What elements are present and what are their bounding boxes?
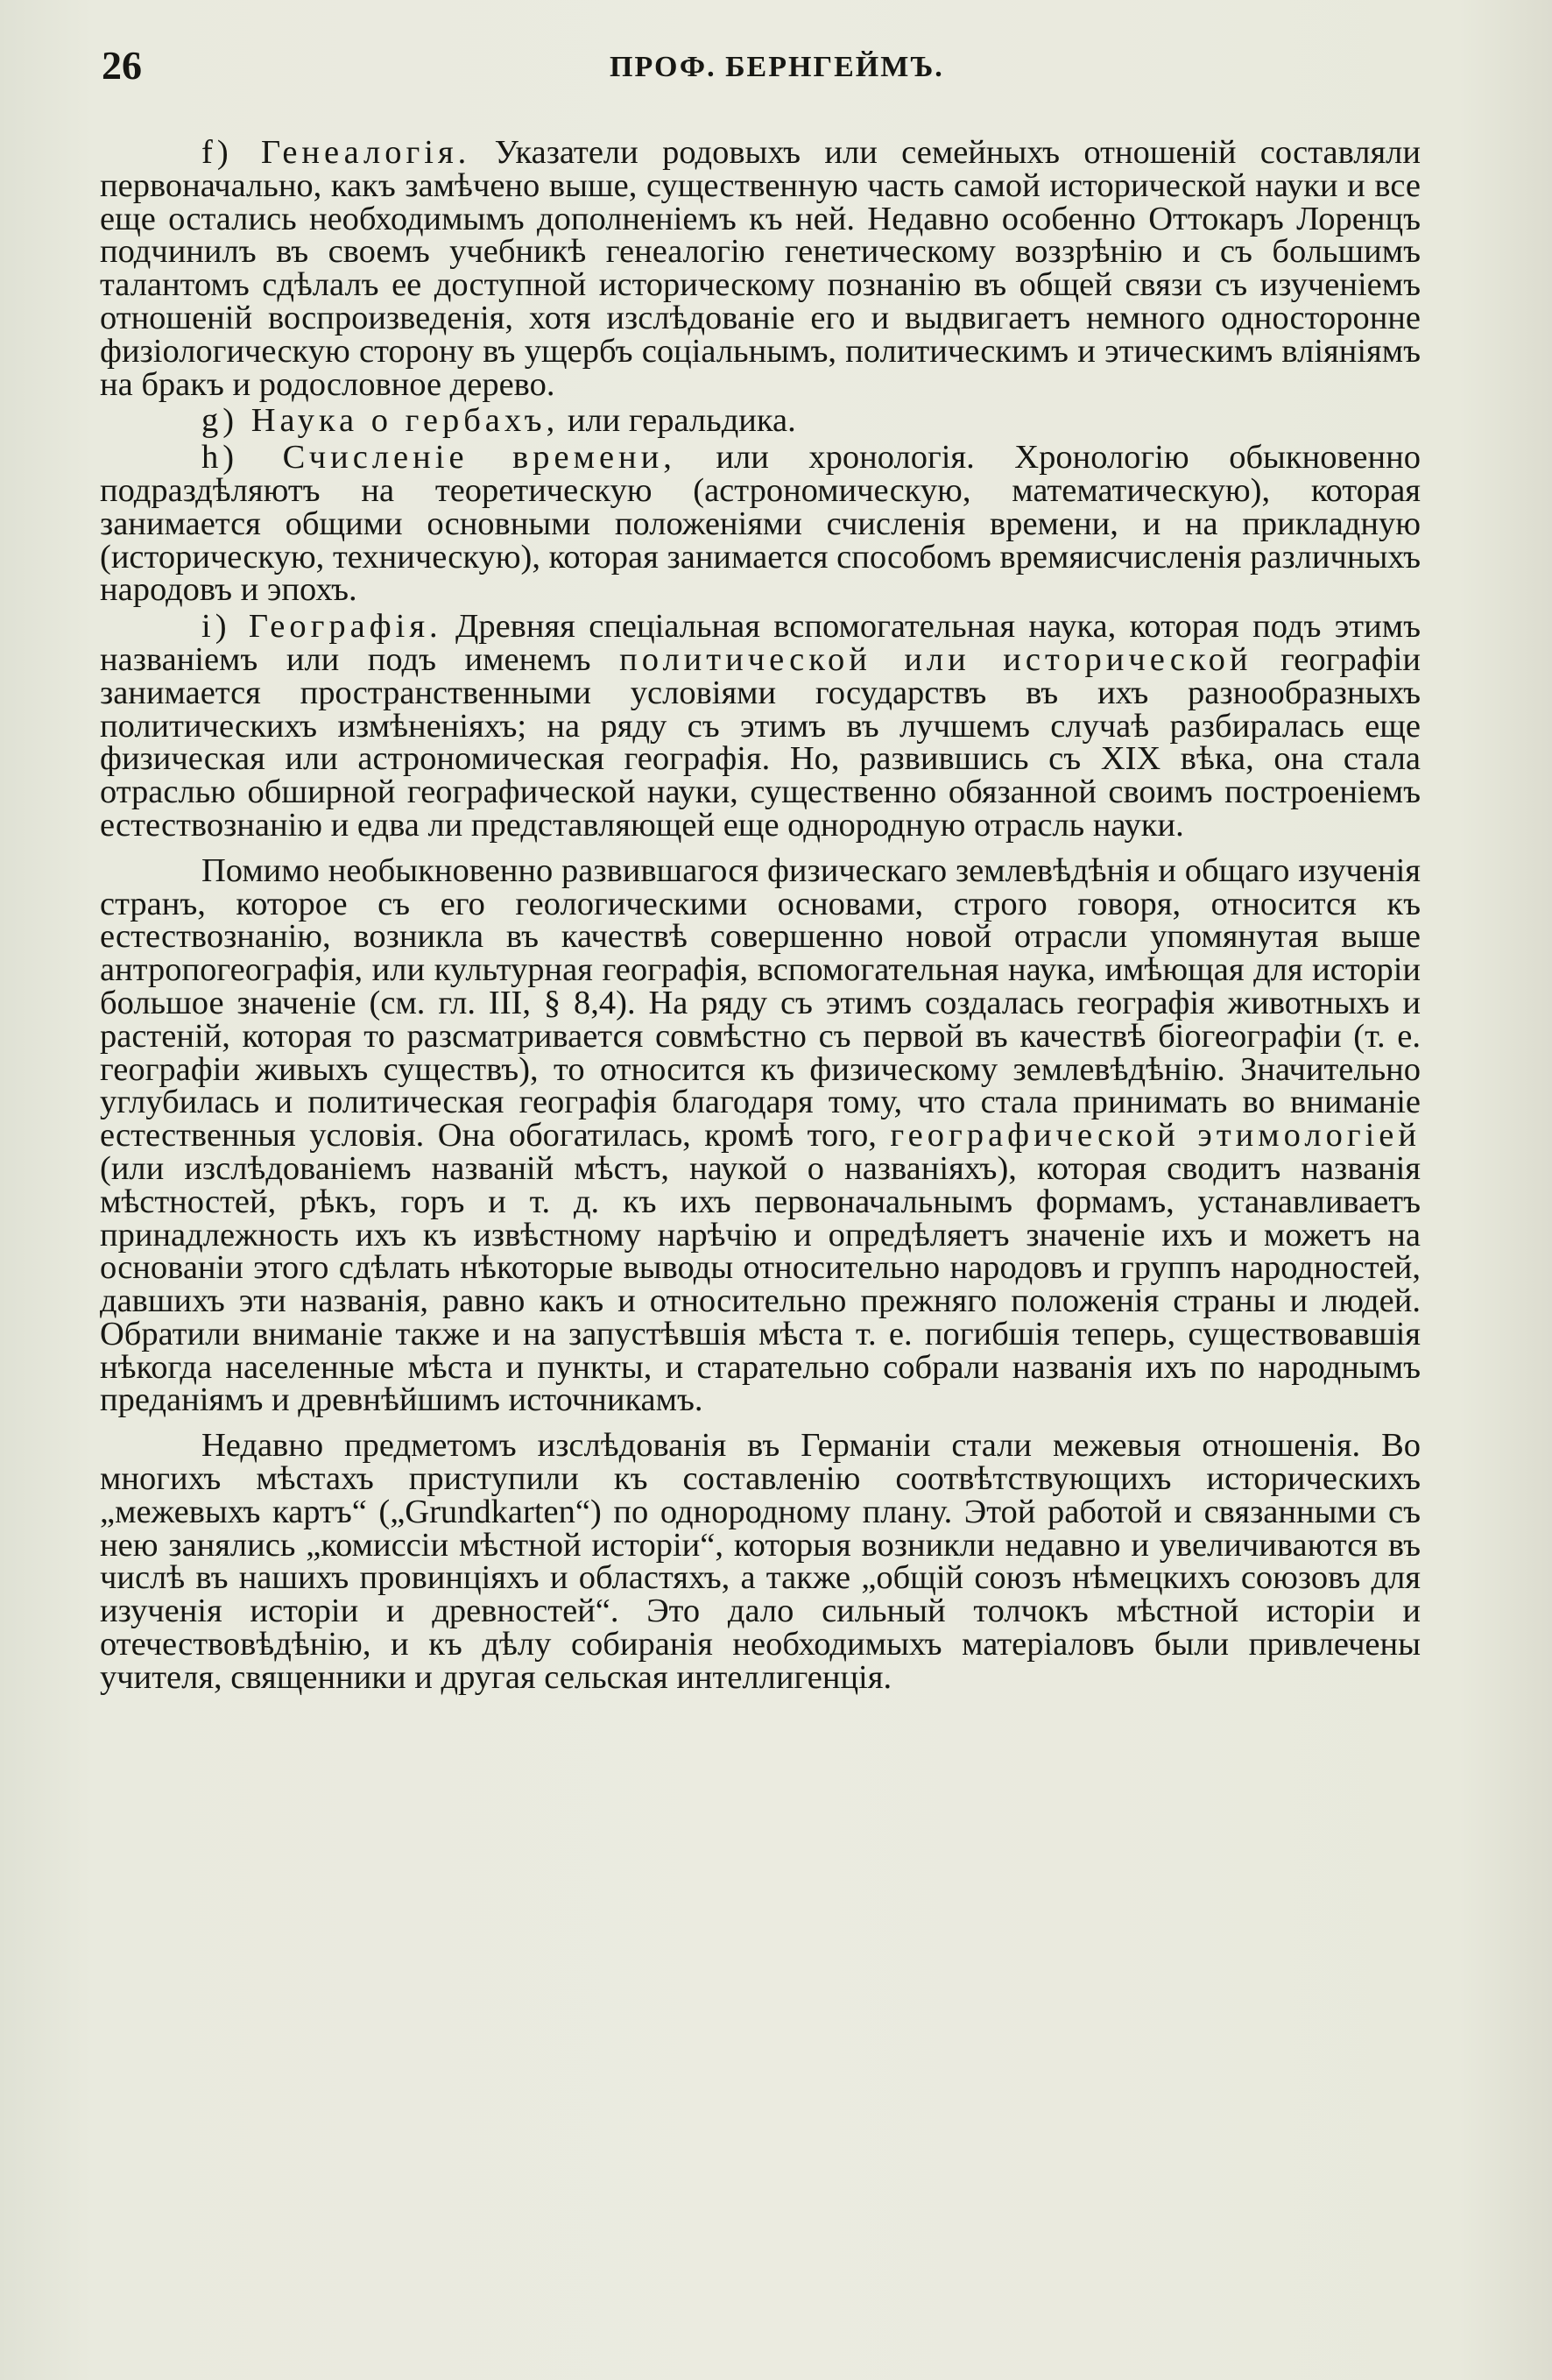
section-heading-heraldry: g) Наука о гербахъ, <box>201 402 560 440</box>
section-heading-genealogy: f) Генеалогія. <box>201 134 471 171</box>
paragraph-text: Древняя спеціальная вспомогательная наука, которая подъ этимъ названіемъ или подъ именемъ <box>100 608 1421 678</box>
emphasized-term: географической этимологіей <box>890 1117 1421 1155</box>
section-heading-geography: i) Географія. <box>201 608 442 646</box>
paragraph-geography <box>100 608 1421 844</box>
paragraph-chronology <box>100 441 1421 607</box>
emphasized-term: политической или исторической <box>619 640 1252 678</box>
paragraph-boundary-relations <box>100 1427 1421 1696</box>
page-number: 26 <box>102 43 142 88</box>
running-head: ПРОФ. БЕРНГЕЙМЪ. <box>610 51 944 83</box>
paragraph-text: или хронологія. Хронологію обыкновенно подраздѣляютъ на теоретическую (астрономическую, математическую), которая занимается общими основными положеніями счисленія времени, и на прикладную (историческую, техническую), которая занимается способомъ времяисчисленія различныхъ народовъ и эпохъ. <box>100 439 1421 609</box>
paragraph-heraldry <box>100 402 1421 440</box>
paragraph-text: (или изслѣдованіемъ названій мѣстъ, наукой о названіяхъ), которая сводитъ названія мѣстностей, рѣкъ, горъ и т. д. къ ихъ первоначальнымъ формамъ, устанавливаетъ принадлежность ихъ къ извѣстному нарѣчію и опредѣляетъ значеніе ихъ и можетъ на основаніи этого сдѣлать нѣкоторые выводы относительно народовъ и группъ народностей, давшихъ эти названія, равно какъ и относительно прежняго положенія страны и людей. Обратили вниманіе также и на запустѣвшія мѣста т. е. погибшія теперь, существовавшія нѣкогда населенные мѣста и пункты, и старательно собрали названія ихъ по народнымъ преданіямъ и древнѣйшимъ источникамъ. <box>100 1149 1421 1419</box>
paragraph-genealogy <box>100 134 1421 403</box>
paragraph-text: Указатели родовыхъ или семейныхъ отношеній составляли первоначально, какъ замѣчено выше, существенную часть самой исторической науки и все еще остались необходимымъ дополненіемъ къ ней. Недавно особенно Оттокаръ Лоренцъ подчинилъ въ своемъ учебникѣ генеалогію генетическому воззрѣнію и съ большимъ талантомъ сдѣлалъ ее доступной историческому познанію въ общей связи съ изученіемъ отношеній воспроизведенія, хотя изслѣдованіе его и выдвигаетъ немного односторонне физіологическую сторону въ ущербъ соціальнымъ, политическимъ и этическимъ вліяніямъ на бракъ и родословное дерево. <box>100 134 1421 403</box>
paragraph-text: или геральдика. <box>559 402 796 440</box>
body-text <box>100 134 1421 1707</box>
paragraph-anthropogeography <box>100 851 1421 1419</box>
paragraph-text: Помимо необыкновенно развившагося физическаго землевѣдѣнія и общаго изученія странъ, которое съ его геологическими основами, строго говоря, относится къ естествознанію, возникла въ качествѣ совершенно новой отрасли упомянутая выше антропогеографія, или культурная географія, вспомогательная наука, имѣющая для исторіи большое значеніе (см. гл. III, § 8,4). На ряду съ этимъ создалась географія животныхъ и растеній, которая то разсматривается совмѣстно съ первой въ качествѣ біогеографіи (т. е. географіи живыхъ существъ), то относится къ физическому землевѣдѣнію. Значительно углубилась и политическая географія благодаря тому, что стала принимать во вниманіе естественныя условія. Она обогатилась, кромѣ того, <box>100 851 1421 1155</box>
paragraph-text: Недавно предметомъ изслѣдованія въ Германіи стали межевыя отношенія. Во многихъ мѣстахъ приступили къ составленію соотвѣтствующихъ историческихъ „межевыхъ картъ“ („Grundkarten“) по однородному плану. Этой работой и связанными съ нею занялись „комиссіи мѣстной исторіи“, которыя возникли недавно и увеличиваются въ числѣ въ нашихъ провинціяхъ и областяхъ, а также „общій союзъ нѣмецкихъ союзовъ для изученія исторіи и древностей“. Это дало сильный толчокъ мѣстной исторіи и отечествовѣдѣнію, и къ дѣлу собиранія необходимыхъ матеріаловъ были привлечены учителя, священники и другая сельская интеллигенція. <box>100 1427 1421 1696</box>
page-header <box>102 42 1415 95</box>
section-heading-chronology: h) Счисленіе времени, <box>201 439 676 477</box>
paragraph-text: географіи занимается пространственными условіями государствъ въ ихъ разнообразныхъ политическихъ измѣненіяхъ; на ряду съ этимъ въ лучшемъ случаѣ разбиралась еще физическая или астрономическая географія. Но, развившись съ XIX вѣка, она стала отраслью обширной географической науки, существенно обязанной своимъ построеніемъ естествознанію и едва ли представляющей еще однородную отрасль науки. <box>100 640 1421 844</box>
